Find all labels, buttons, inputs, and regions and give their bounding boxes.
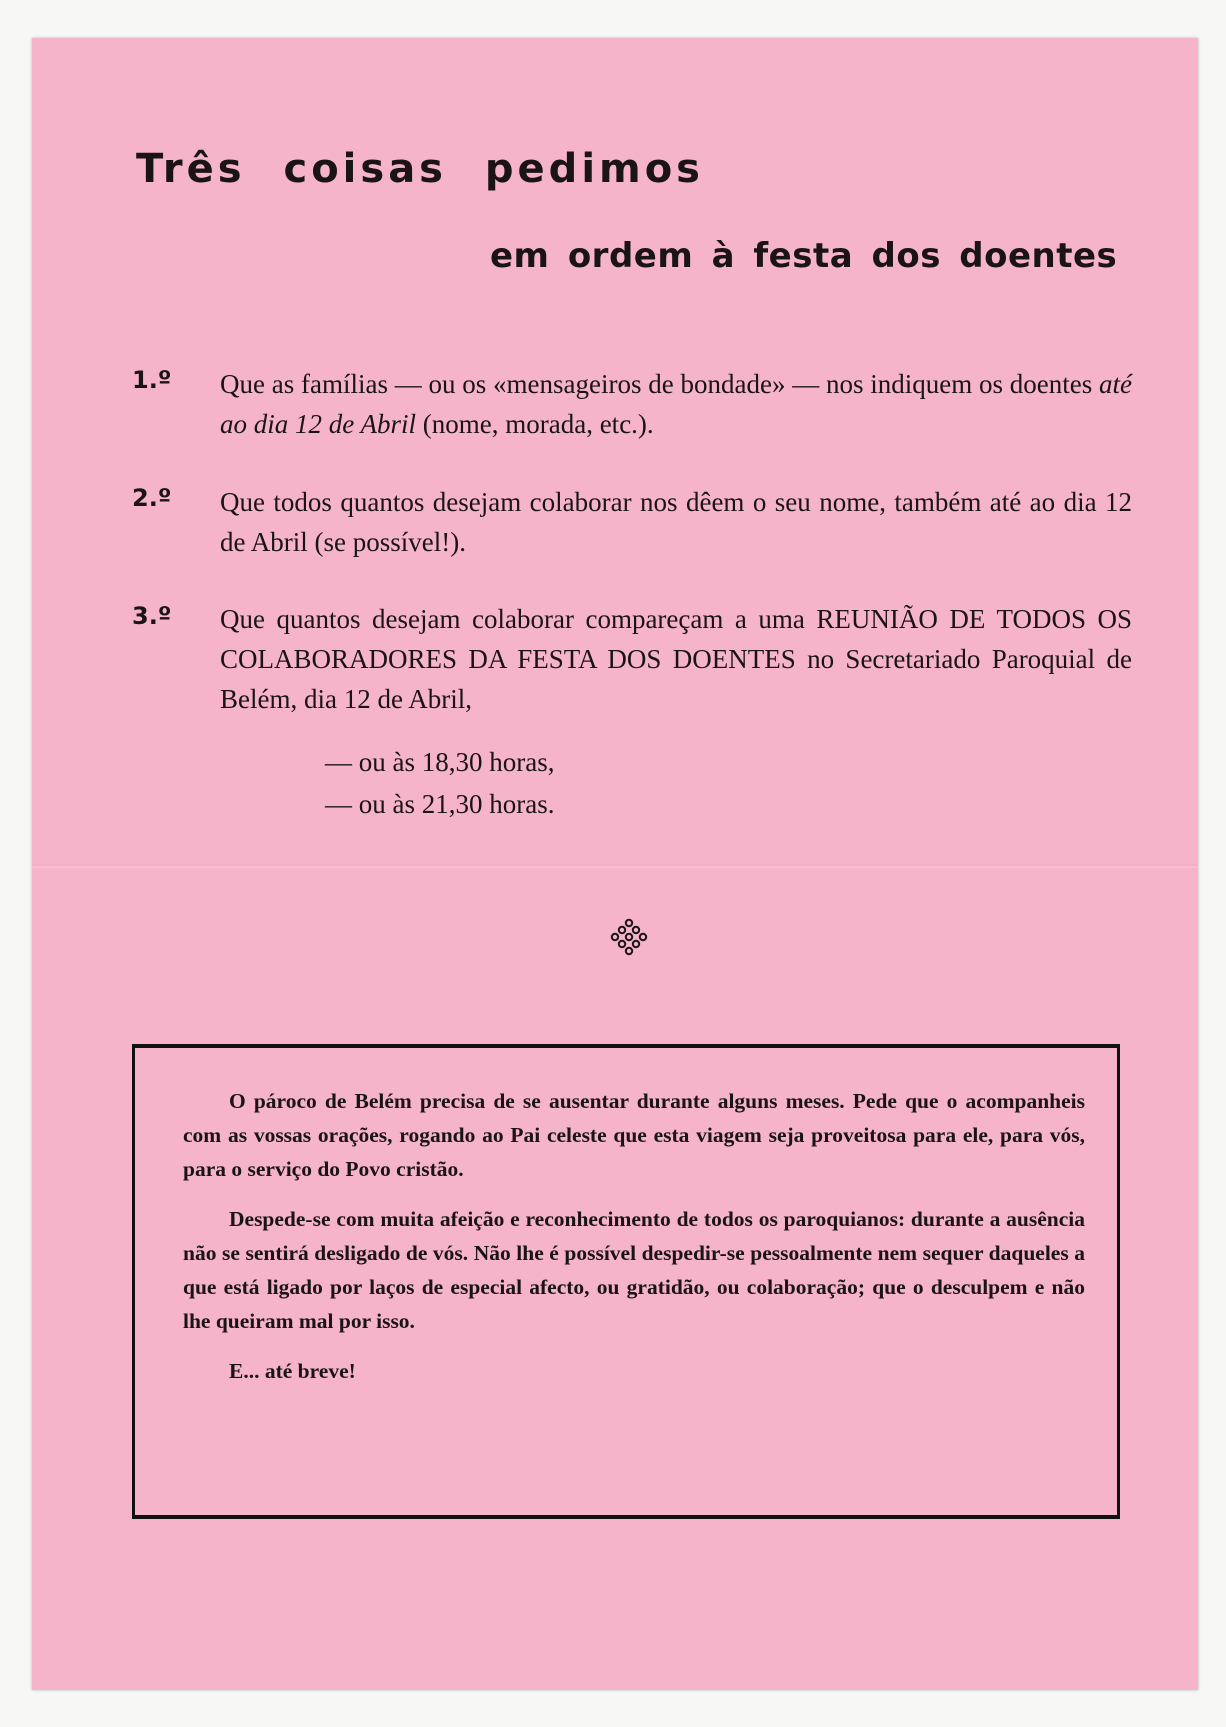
item-1-text (220, 364, 1132, 444)
notice-box (132, 1044, 1120, 1519)
item-2-text: Que todos quantos desejam colaborar nos dêem o seu nome, também até ao dia 12 de Abril (se possível!). (220, 487, 1132, 557)
paper-fold (32, 864, 1198, 868)
item-2-number: 2.º (132, 484, 172, 512)
heading-line-2: em ordem à festa dos doentes (490, 236, 1118, 276)
heading-line-1: Três coisas pedimos (136, 146, 704, 192)
item-3-time-1: — ou às 18,30 horas, (325, 747, 555, 777)
notice-closing: E... até breve! (229, 1359, 356, 1383)
item-3-time-2: — ou às 21,30 horas. (325, 789, 555, 819)
notice-paragraph-1: O pároco de Belém precisa de se ausentar durante alguns meses. Pede que o acompanheis com as vossas orações, rogando ao Pai celeste que esta viagem seja proveitosa para ele, para vós, para o serviço do Povo cristão. (183, 1089, 1085, 1181)
ornament-icon (609, 917, 649, 957)
item-3-text: Que quantos desejam colaborar compareçam a uma REUNIÃO DE TODOS OS COLABORADORES DA FESTA DOS DOENTES no Secretariado Paroquial de Belém, dia 12 de Abril, (220, 604, 1132, 714)
notice-paragraph-2: Despede-se com muita afeição e reconhecimento de todos os paroquianos: durante a ausência não se sentirá desligado de vós. Não lhe é possível despedir-se pessoalmente nem sequer daqueles a que está ligado por laços de especial afecto, ou gratidão, ou colaboração; que o desculpem e não lhe queiram mal por isso. (183, 1207, 1085, 1333)
pink-leaflet (32, 38, 1198, 1690)
item-1-number: 1.º (132, 366, 172, 394)
item-3-number: 3.º (132, 602, 172, 630)
item-1-deadline: até ao dia 12 de Abril (220, 369, 1132, 439)
item-1-text-end: (nome, morada, etc.). (416, 409, 654, 439)
notice-text (183, 1084, 1085, 1388)
item-1-text-start: Que as famílias — ou os «mensageiros de bondade» — nos indiquem os doentes (220, 369, 1099, 399)
